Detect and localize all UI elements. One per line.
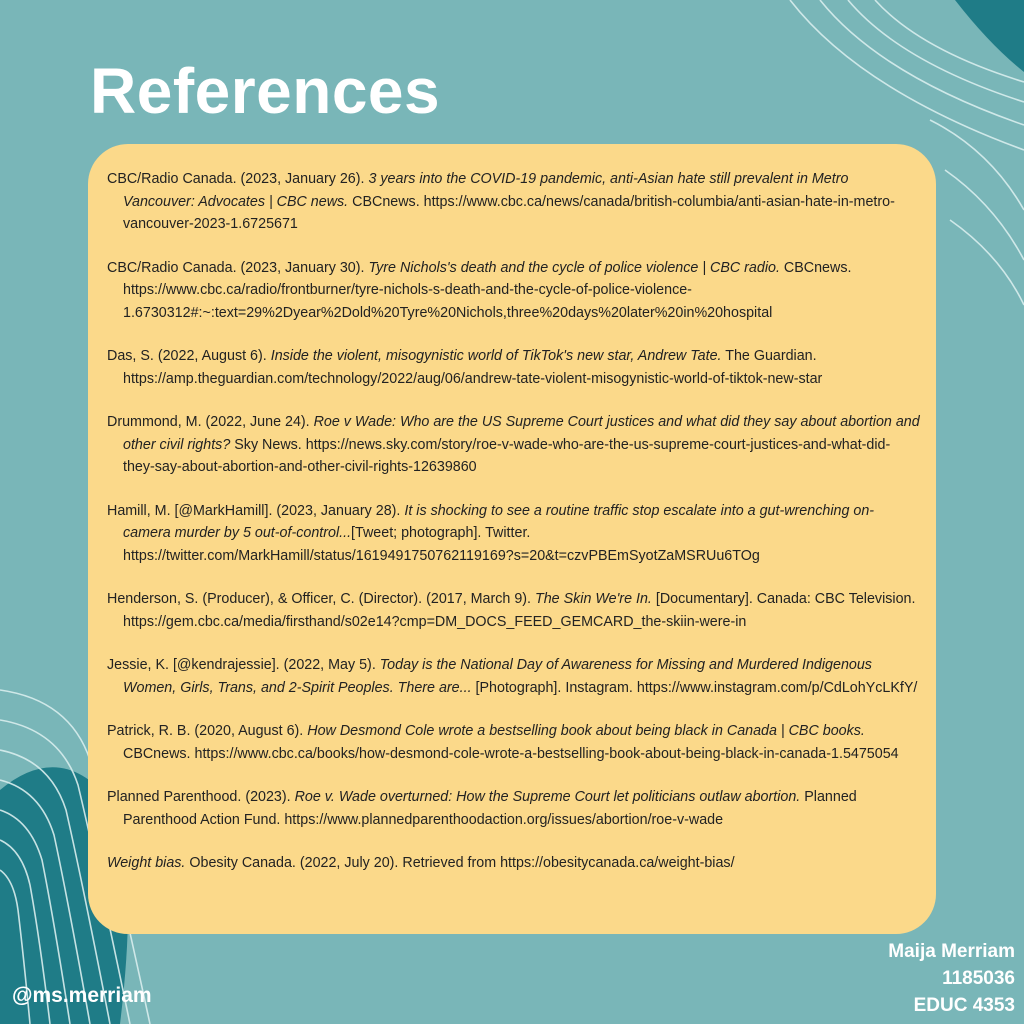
reference-source: CBCnews. https://www.cbc.ca/radio/frontburner/tyre-nichols-s-death-and-the-cycle-of-police-violence-1.6730312#:~:text=29%2Dyear%2Dold%20Tyre%20Nichols,three%20days%20later%20in%20hospital: [123, 259, 852, 321]
reference-title: Inside the violent, misogynistic world of TikTok's new star, Andrew Tate.: [270, 348, 722, 364]
reference-citation: Henderson, S. (Producer), & Officer, C. (Director). (2017, March 9).: [107, 591, 535, 607]
reference-entry: [107, 257, 920, 325]
reference-entry: [107, 168, 920, 236]
reference-source: CBCnews. https://www.cbc.ca/books/how-desmond-cole-wrote-a-bestselling-book-about-being-black-in-canada-1.5475054: [123, 745, 899, 762]
reference-citation: Drummond, M. (2022, June 24).: [107, 414, 314, 430]
reference-title: Today is the National Day of Awareness for Missing and Murdered Indigenous Women, Girls, Trans, and 2-Spirit Peoples. There are...: [123, 657, 872, 696]
reference-citation: Planned Parenthood. (2023).: [107, 789, 295, 805]
reference-citation: Das, S. (2022, August 6).: [107, 348, 271, 364]
reference-title: Roe v Wade: Who are the US Supreme Court justices and what did they say about abortion and other civil rights?: [123, 414, 920, 453]
reference-title: How Desmond Cole wrote a bestselling book about being black in Canada | CBC books.: [307, 723, 865, 739]
author-block: [888, 938, 1015, 1019]
reference-citation: CBC/Radio Canada. (2023, January 30).: [107, 259, 369, 276]
reference-entry: [107, 786, 920, 831]
social-handle: @ms.merriam: [12, 984, 152, 1007]
reference-title: It is shocking to see a routine traffic stop escalate into a gut-wrenching on-camera murder by 5 out-of-control...: [123, 502, 875, 541]
reference-citation: Jessie, K. [@kendrajessie]. (2022, May 5).: [107, 657, 380, 673]
reference-entry: [107, 720, 920, 765]
student-id: 1185036: [942, 968, 1015, 989]
reference-source: [Documentary]. Canada: CBC Television. https://gem.cbc.ca/media/firsthand/s02e14?cmp=DM_DOCS_FEED_GEMCARD_the-skiin-were-in: [123, 591, 916, 630]
reference-entry: [107, 500, 920, 568]
author-name: Maija Merriam: [888, 941, 1015, 962]
reference-source: Obesity Canada. (2022, July 20). Retrieved from https://obesitycanada.ca/weight-bias/: [185, 855, 735, 871]
reference-citation: Hamill, M. [@MarkHamill]. (2023, January 28).: [107, 502, 405, 519]
reference-entry: [107, 852, 920, 875]
references-card: [88, 144, 936, 934]
reference-entry: [107, 345, 920, 390]
reference-entry: [107, 588, 920, 633]
reference-title: 3 years into the COVID-19 pandemic, anti-Asian hate still prevalent in Metro Vancouver: Advocates | CBC news.: [123, 171, 849, 210]
reference-source: CBCnews. https://www.cbc.ca/news/canada/british-columbia/anti-asian-hate-in-metro-vancouver-2023-1.6725671: [123, 193, 895, 232]
reference-source: Sky News. https://news.sky.com/story/roe-v-wade-who-are-the-us-supreme-court-justices-and-what-did-they-say-about-abortion-and-other-civil-rights-12639860: [123, 436, 891, 475]
course-code: EDUC 4353: [913, 995, 1015, 1016]
reference-citation: CBC/Radio Canada. (2023, January 26).: [107, 171, 369, 187]
page-title: References: [90, 55, 441, 127]
reference-title: Weight bias.: [107, 855, 186, 871]
reference-source: The Guardian. https://amp.theguardian.com/technology/2022/aug/06/andrew-tate-violent-misogynistic-world-of-tiktok-new-star: [123, 348, 823, 387]
reference-entry: [107, 411, 920, 479]
reference-title: Tyre Nichols's death and the cycle of police violence | CBC radio.: [368, 259, 780, 276]
reference-title: The Skin We're In.: [535, 591, 652, 607]
reference-source: [Photograph]. Instagram. https://www.instagram.com/p/CdLohYcLKfY/: [471, 679, 918, 696]
reference-source: [Tweet; photograph]. Twitter. https://twitter.com/MarkHamill/status/1619491750762119169?s=20&t=czvPBEmSyotZaMSRUu6TOg: [123, 525, 760, 564]
reference-entry: [107, 654, 920, 699]
reference-title: Roe v. Wade overturned: How the Supreme Court let politicians outlaw abortion.: [294, 789, 801, 805]
reference-source: Planned Parenthood Action Fund. https://www.plannedparenthoodaction.org/issues/abortion/roe-v-wade: [123, 789, 857, 828]
reference-citation: Patrick, R. B. (2020, August 6).: [107, 723, 308, 739]
reference-list: [107, 168, 920, 875]
